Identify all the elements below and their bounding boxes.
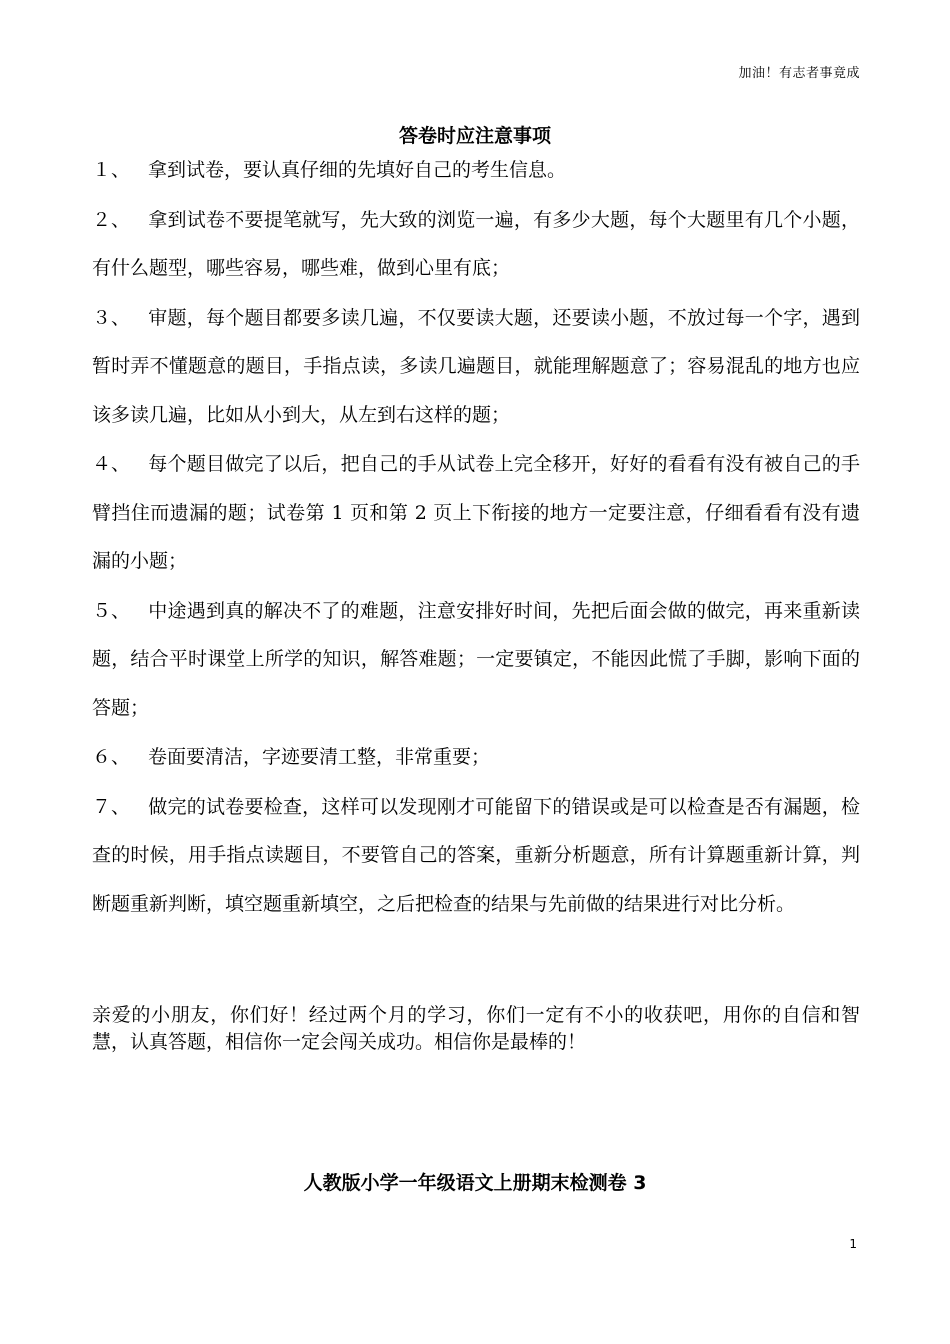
note-item <box>92 587 860 733</box>
note-item <box>92 440 860 586</box>
greeting-paragraph: 亲爱的小朋友，你们好！经过两个月的学习，你们一定有不小的收获吧，用你的自信和智慧，认真答题，相信你一定会闯关成功。相信你是最棒的！ <box>92 1004 860 1053</box>
note-text: 做完的试卷要检查，这样可以发现刚才可能留下的错误或是可以检查是否有漏题，检查的时候，用手指点读题目，不要管自己的答案，重新分析题意，所有计算题重新计算，判断题重新判断，填空题重新填空，之后把检查的结果与先前做的结果进行对比分析。 <box>92 795 860 915</box>
note-number: ３、 <box>92 306 131 329</box>
note-item <box>92 196 860 293</box>
note-number: ６、 <box>92 746 131 768</box>
page-title: 答卷时应注意事项 <box>398 125 551 147</box>
note-number: ５、 <box>92 599 131 622</box>
note-item <box>92 783 860 929</box>
notes-list <box>92 146 860 929</box>
note-number: １、 <box>92 159 131 181</box>
exam-title: 人教版小学一年级语文上册期末检测卷 3 <box>303 1172 647 1194</box>
note-text: 拿到试卷，要认真仔细的先填好自己的考生信息。 <box>148 159 567 181</box>
header-motto: 加油！有志者事竟成 <box>738 66 860 81</box>
page-number: 1 <box>849 1237 857 1251</box>
note-number: ７、 <box>92 795 131 818</box>
note-text: 中途遇到真的解决不了的难题，注意安排好时间，先把后面会做的做完，再来重新读题，结合平时课堂上所学的知识，解答难题；一定要镇定，不能因此慌了手脚，影响下面的答题； <box>92 599 860 719</box>
note-text: 每个题目做完了以后，把自己的手从试卷上完全移开，好好的看看有没有被自己的手臂挡住而遗漏的题；试卷第 1 页和第 2 页上下衔接的地方一定要注意，仔细看看有没有遗漏的小题； <box>92 453 860 572</box>
note-text: 拿到试卷不要提笔就写，先大致的浏览一遍，有多少大题，每个大题里有几个小题，有什么题型，哪些容易，哪些难，做到心里有底； <box>92 208 860 279</box>
note-item <box>92 146 860 195</box>
note-number: ２、 <box>92 208 131 231</box>
note-item <box>92 294 860 440</box>
note-text: 卷面要清洁，字迹要清工整，非常重要； <box>148 746 491 768</box>
note-text: 审题，每个题目都要多读几遍，不仅要读大题，还要读小题，不放过每一个字，遇到暂时弄不懂题意的题目，手指点读，多读几遍题目，就能理解题意了；容易混乱的地方也应该多读几遍，比如从小到大，从左到右这样的题； <box>92 306 860 426</box>
note-item <box>92 733 860 782</box>
note-number: ４、 <box>92 453 131 475</box>
